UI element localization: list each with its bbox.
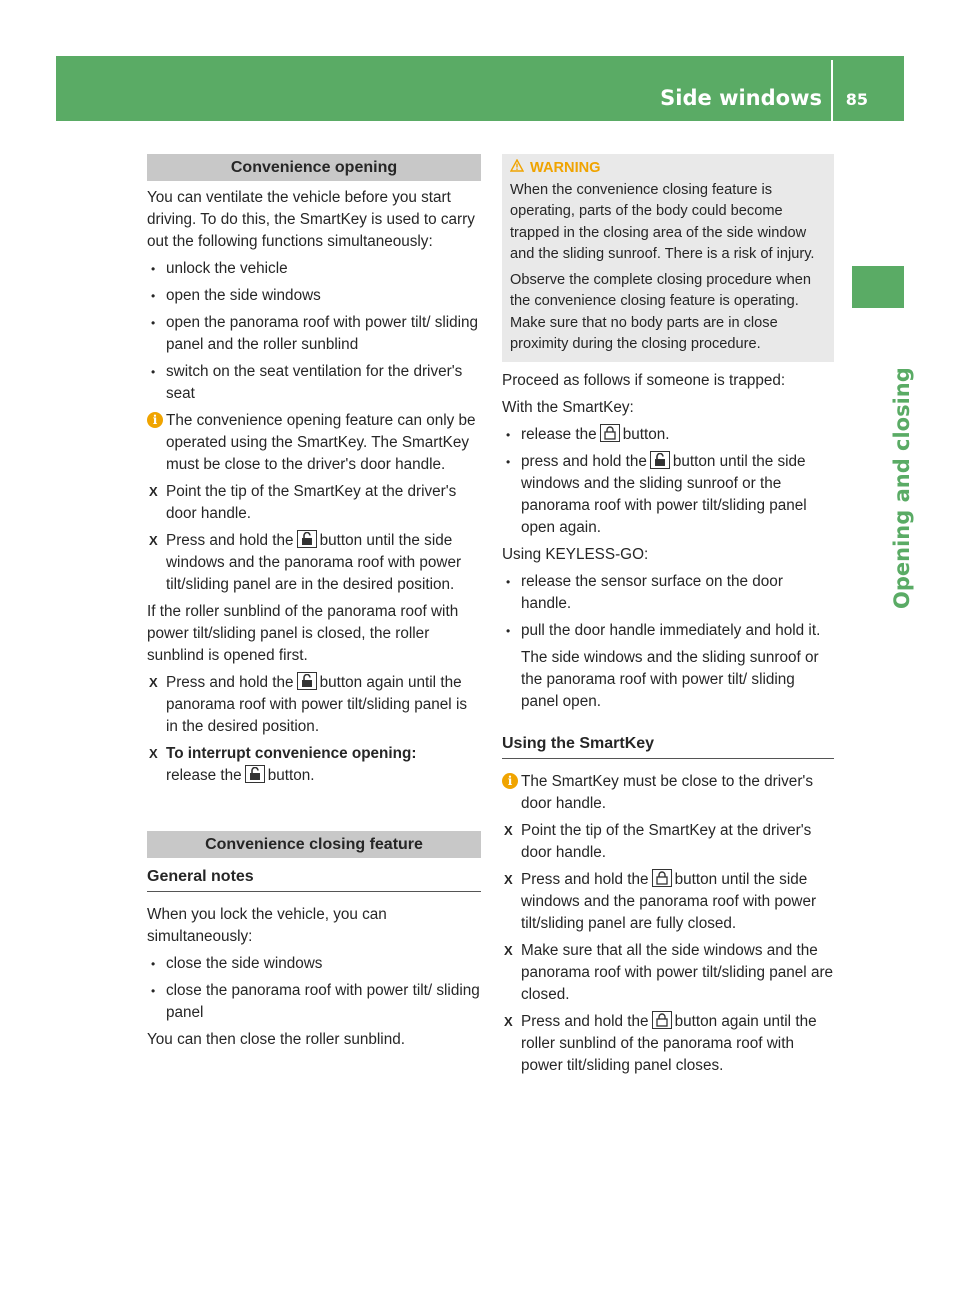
closing-intro: When you lock the vehicle, you can simultaneously: [147, 906, 387, 945]
list-item: • release the button. [502, 424, 834, 446]
subheading-general-notes: General notes [147, 866, 481, 892]
instruction-step: X Point the tip of the SmartKey at the driver's door handle. [502, 820, 834, 864]
page-number: 85 [845, 90, 868, 109]
info-note: i The convenience opening feature can only be operated using the SmartKey. The SmartKey must be close to the driver's door handle. [147, 410, 481, 476]
page-header [56, 56, 904, 121]
with-smartkey: With the SmartKey: [502, 398, 634, 416]
using-keyless-go: Using KEYLESS-GO: [502, 545, 649, 563]
list-item: • unlock the vehicle [147, 258, 481, 280]
info-icon: i [147, 412, 163, 428]
unlock-key-icon [650, 451, 670, 469]
lock-key-icon [600, 424, 620, 442]
instruction-step: X Press and hold the button until the side windows and the panorama roof with power tilt/sliding panel are in the desired position. [147, 530, 481, 596]
list-item: • close the panorama roof with power tilt/ sliding panel [147, 980, 481, 1024]
unlock-key-icon [245, 765, 265, 783]
list-item: • open the panorama roof with power tilt/ sliding panel and the roller sunblind [147, 312, 481, 356]
list-item: • open the side windows [147, 285, 481, 307]
warning-text: When the convenience closing feature is operating, parts of the body could become trapped in the closing area of the side window and the sliding sunroof. There is a risk of injury. [510, 181, 815, 262]
list-item: • release the sensor surface on the door handle. [502, 571, 834, 615]
info-icon: i [502, 773, 518, 789]
header-divider [831, 60, 833, 121]
unlock-key-icon [297, 530, 317, 548]
lock-key-icon [652, 1011, 672, 1029]
left-column [147, 154, 481, 1051]
instruction-step: X Press and hold the button again until the panorama roof with power tilt/sliding panel is in the desired position. [147, 672, 481, 738]
subheading-using-smartkey: Using the SmartKey [502, 733, 834, 759]
warning-title: WARNING [510, 158, 826, 180]
instruction-step: X To interrupt convenience opening: release the button. [147, 743, 481, 787]
list-item: • close the side windows [147, 953, 481, 975]
closing-end: You can then close the roller sunblind. [147, 1031, 405, 1048]
list-item: • pull the door handle immediately and hold it. [502, 620, 834, 642]
warning-text: Observe the complete closing procedure when the convenience closing feature is operating. Make sure that no body parts are in close proximity during the closing procedure. [510, 271, 811, 352]
right-column [502, 154, 834, 1077]
section-title: Side windows [660, 86, 822, 110]
instruction-step: X Make sure that all the side windows and the panorama roof with power tilt/sliding panel are closed. [502, 940, 834, 1006]
warning-box [502, 154, 834, 362]
warning-icon [510, 159, 524, 172]
keyless-result: The side windows and the sliding sunroof or the panorama roof with power tilt/ sliding panel open. [521, 648, 819, 710]
list-item: • switch on the seat ventilation for the driver's seat [147, 361, 481, 405]
roller-paragraph: If the roller sunblind of the panorama roof with power tilt/sliding panel is closed, the roller sunblind is opened first. [147, 603, 459, 664]
proceed-paragraph: Proceed as follows if someone is trapped: [502, 371, 786, 389]
section-heading-convenience-closing: Convenience closing feature [147, 831, 481, 858]
instruction-step: X Press and hold the button again until the roller sunblind of the panorama roof with power tilt/sliding panel closes. [502, 1011, 834, 1077]
side-tab-label: Opening and closing [890, 367, 914, 609]
unlock-key-icon [297, 672, 317, 690]
list-item: • press and hold the button until the side windows and the sliding sunroof or the panorama roof with power tilt/sliding panel open again. [502, 451, 834, 539]
instruction-step: X Point the tip of the SmartKey at the driver's door handle. [147, 481, 481, 525]
section-heading-convenience-opening: Convenience opening [147, 154, 481, 181]
lock-key-icon [652, 869, 672, 887]
intro-paragraph: You can ventilate the vehicle before you start driving. To do this, the SmartKey is used to carry out the following functions simultaneously: [147, 189, 475, 250]
instruction-step: X Press and hold the button until the side windows and the panorama roof with power tilt/sliding panel are fully closed. [502, 869, 834, 935]
info-note: i The SmartKey must be close to the driver's door handle. [502, 771, 834, 815]
side-tab-marker [852, 266, 904, 308]
